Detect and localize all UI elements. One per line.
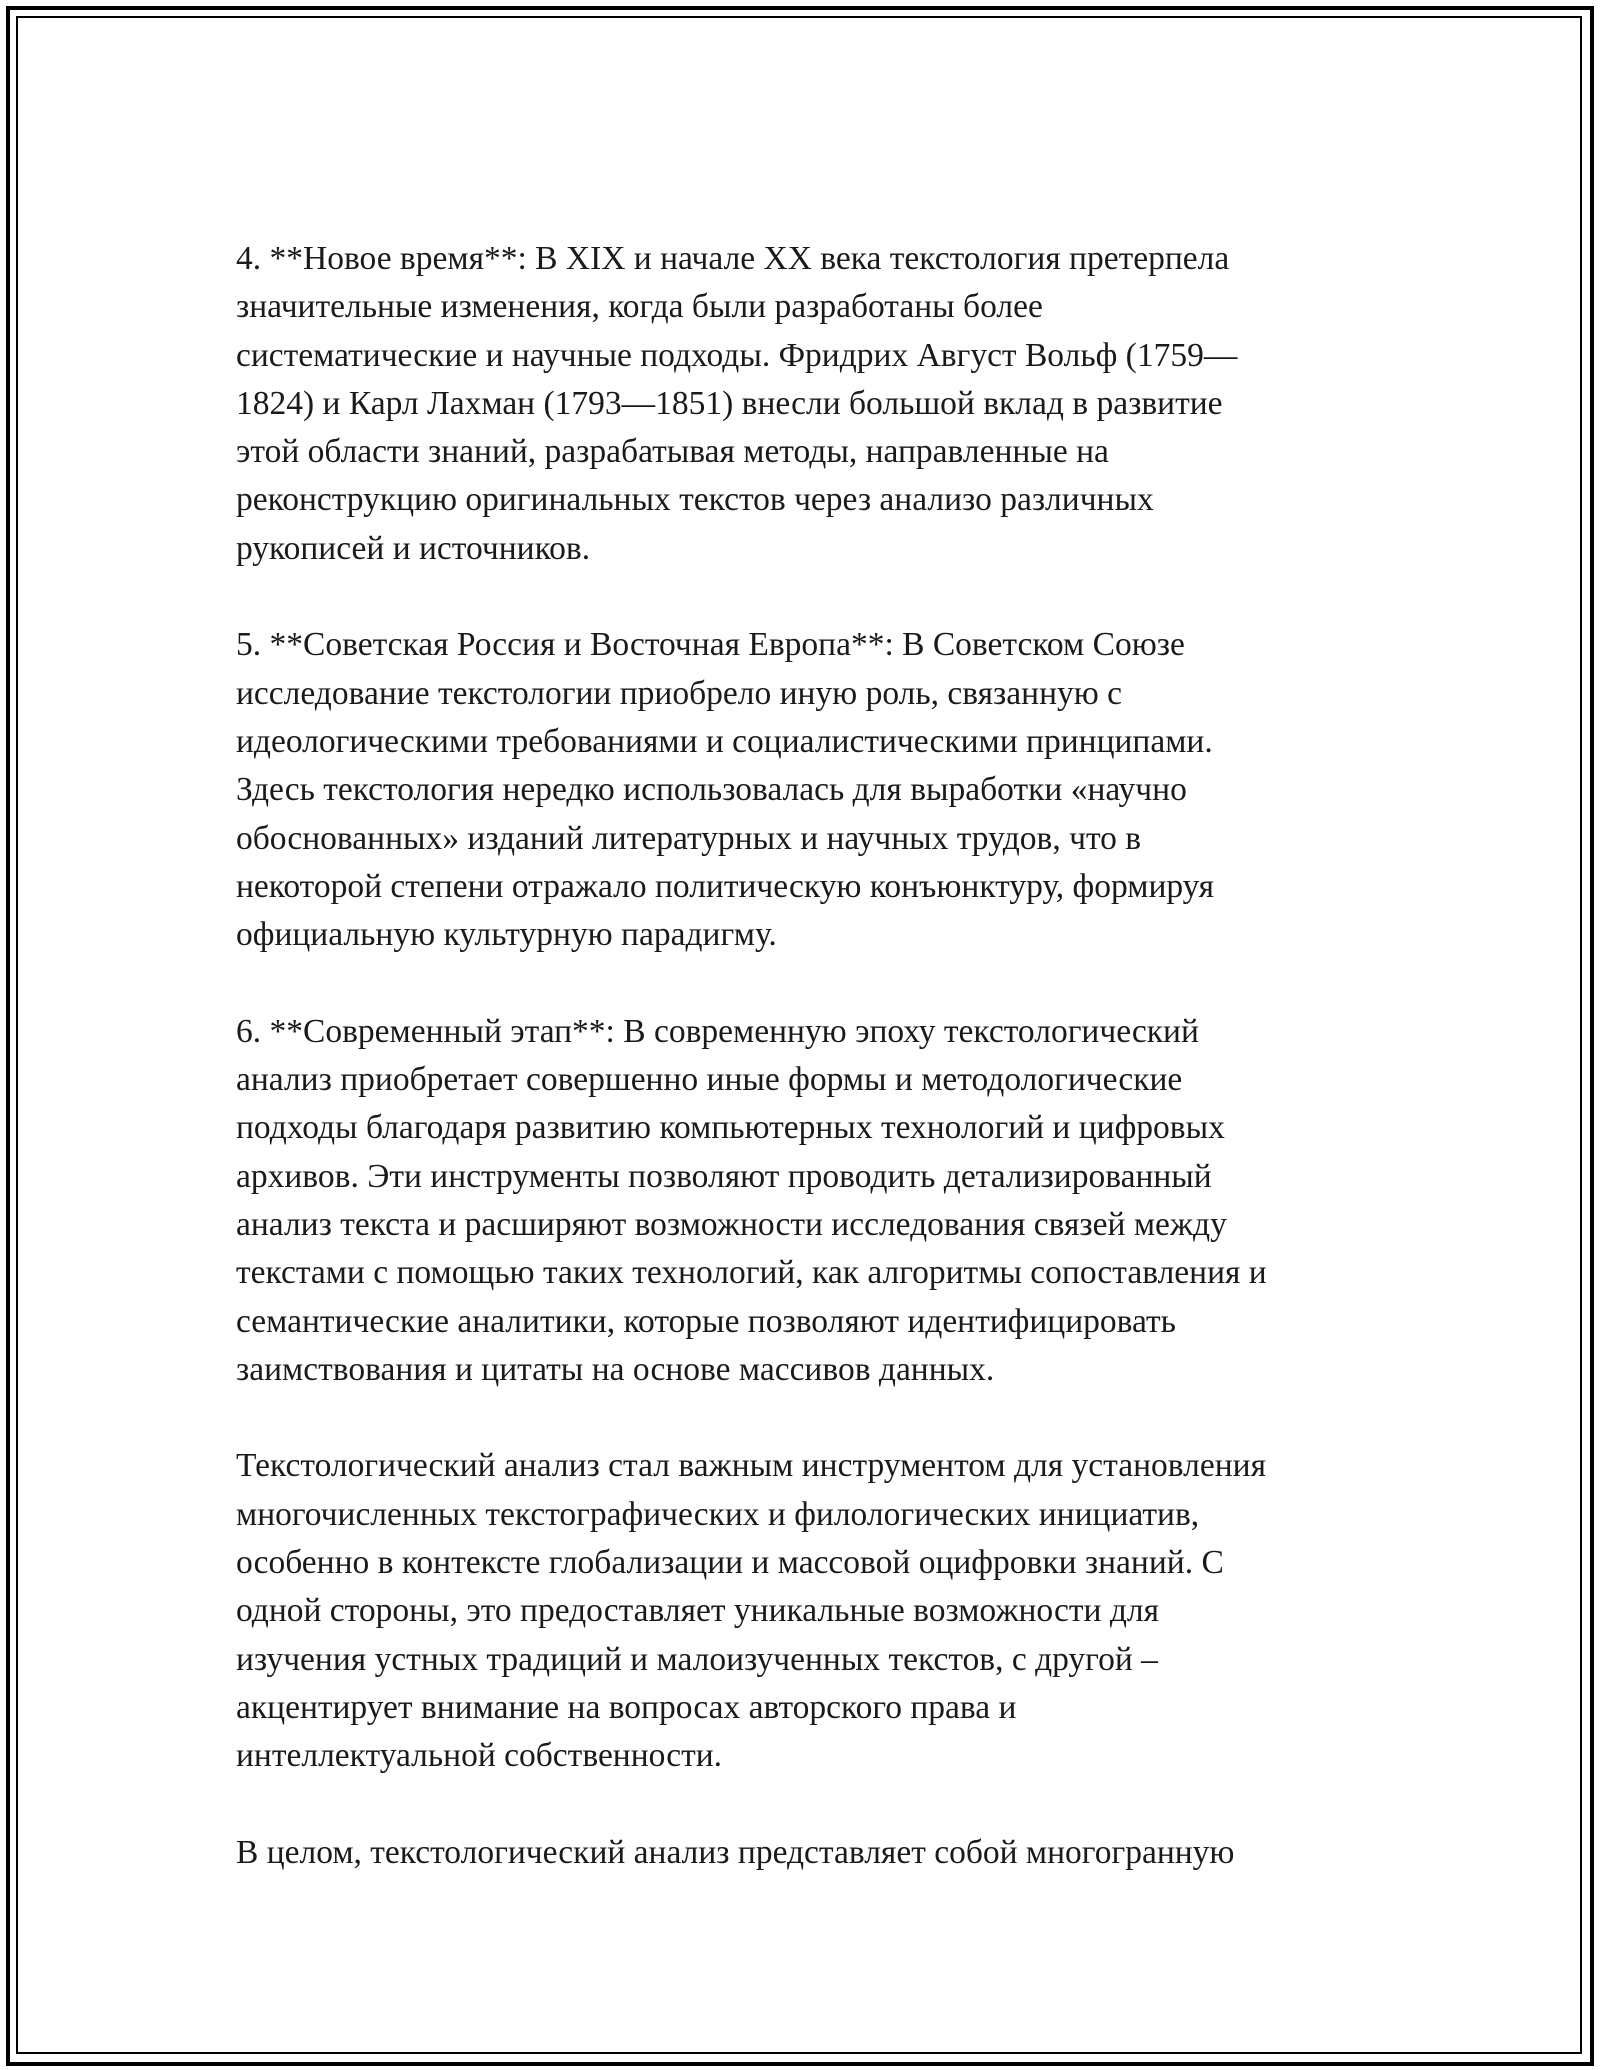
text-line: одной стороны, это предоставляет уникальные возможности для: [236, 1592, 1159, 1630]
text-line: семантические аналитики, которые позволяют идентифицировать: [236, 1302, 1176, 1340]
text-line: интеллектуальной собственности.: [236, 1737, 723, 1775]
text-line: идеологическими требованиями и социалистическими принципами.: [236, 722, 1213, 760]
document-body: [236, 235, 1406, 1925]
paragraph-modern-stage: [236, 1008, 1406, 1394]
text-line: архивов. Эти инструменты позволяют проводить детализированный: [236, 1157, 1212, 1195]
text-line: 5. **Советская Россия и Восточная Европа**: В Советском Союзе: [236, 626, 1185, 664]
text-line: особенно в контексте глобализации и массовой оцифровки знаний. С: [236, 1544, 1224, 1582]
text-line: Текстологический анализ стал важным инструментом для установления: [236, 1447, 1266, 1485]
text-line: акцентирует внимание на вопросах авторского права и: [236, 1688, 1017, 1726]
text-line: значительные изменения, когда были разработаны более: [236, 288, 1043, 326]
text-line: рукописей и источников.: [236, 529, 591, 567]
text-line: официальную культурную парадигму.: [236, 916, 777, 954]
text-line: анализ текста и расширяют возможности исследования связей между: [236, 1205, 1227, 1243]
text-line: Здесь текстология нередко использовалась для выработки «научно: [236, 771, 1187, 809]
text-line: исследование текстологии приобрело иную роль, связанную с: [236, 674, 1123, 712]
text-line: подходы благодаря развитию компьютерных технологий и цифровых: [236, 1109, 1225, 1147]
text-line: анализ приобретает совершенно иные формы и методологические: [236, 1061, 1183, 1099]
text-line: В целом, текстологический анализ представляет собой многогранную: [236, 1833, 1235, 1871]
paragraph-textological-analysis: [236, 1442, 1406, 1780]
text-line: 4. **Новое время**: В XIX и начале XX века текстология претерпела: [236, 240, 1230, 277]
text-line: этой области знаний, разрабатывая методы, направленные на: [236, 433, 1109, 471]
text-line: 6. **Современный этап**: В современную эпоху текстологический: [236, 1012, 1199, 1050]
text-line: многочисленных текстографических и филологических инициатив,: [236, 1495, 1200, 1533]
text-line: заимствования и цитаты на основе массивов данных.: [236, 1350, 995, 1388]
text-line: некоторой степени отражало политическую конъюнктуру, формируя: [236, 867, 1215, 905]
text-line: текстами с помощью таких технологий, как алгоритмы сопоставления и: [236, 1254, 1267, 1292]
text-line: изучения устных традиций и малоизученных текстов, с другой –: [236, 1640, 1158, 1678]
paragraph-new-era: [236, 235, 1406, 573]
paragraph-conclusion: [236, 1829, 1406, 1877]
text-line: систематические и научные подходы. Фридрих Август Вольф (1759—: [236, 336, 1238, 374]
text-line: обоснованных» изданий литературных и научных трудов, что в: [236, 819, 1142, 857]
paragraph-soviet-russia: [236, 621, 1406, 959]
text-line: реконструкцию оригинальных текстов через анализо различных: [236, 481, 1154, 519]
text-line: 1824) и Карл Лахман (1793—1851) внесли большой вклад в развитие: [236, 384, 1223, 422]
